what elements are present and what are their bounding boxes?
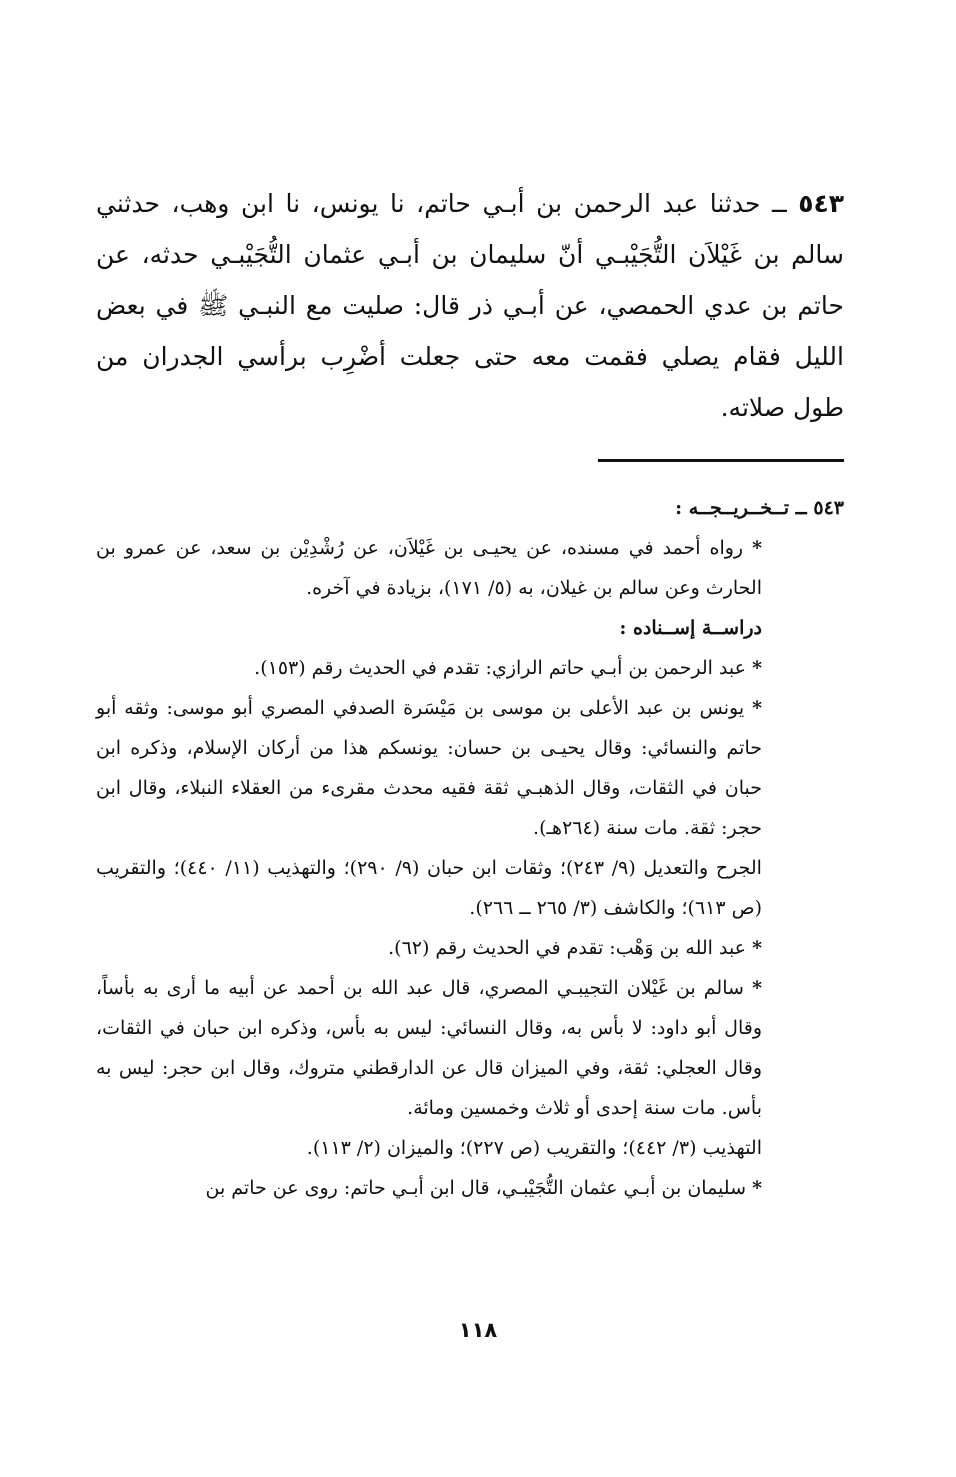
bullet-marker: * [752, 657, 762, 679]
narrator-note [96, 648, 762, 688]
takhrij-text: رواه أحمد في مسنده، عن يحيـى بن غَيْلاَن، عن رُشْدِيْن بن سعد، عن عمرو بن الحارث وعن سالم بن غيلان، به (٥/ ١٧١)، بزيادة في آخره. [96, 537, 762, 599]
takhrij-heading: ٥٤٣ ــ تــخــريــجــه : [675, 497, 844, 519]
takhrij-paragraph [96, 528, 762, 608]
reference-note: الجرح والتعديل (٩/ ٢٤٣)؛ وثقات ابن حبان (٩/ ٢٩٠)؛ والتهذيب (١١/ ٤٤٠)؛ والتقريب (ص ٦١٣)؛ والكاشف (٣/ ٢٦٥ ــ ٢٦٦). [96, 857, 762, 919]
hadith-paragraph [96, 178, 844, 433]
hadith-text-block [96, 178, 844, 433]
hadith-number: ٥٤٣ [798, 189, 844, 218]
narrator-note [96, 1168, 762, 1208]
footnote-separator [598, 459, 844, 462]
bullet-marker: * [752, 1177, 762, 1199]
reference-note: التهذيب (٣/ ٤٤٢)؛ والتقريب (ص ٢٢٧)؛ والميزان (٢/ ١١٣). [306, 1137, 762, 1159]
narrator-note-text: يونس بن عبد الأعلى بن موسى بن مَيْسَرة الصدفي المصري أبو موسى: وثقه أبو حاتم والنسائي: وقال يحيـى بن حسان: يونسكم هذا من أركان الإسلام، وذكره ابن حبان في الثقات، وقال الذهبـي ثقة فقيه محدث مقرىء من العقلاء النبلاء، وقال ابن حجر: ثقة. مات سنة (٢٦٤هـ). [96, 697, 762, 839]
hadith-body: ــ حدثنا عبد الرحمن بن أبـي حاتم، نا يونس، نا ابن وهب، حدثني سالم بن غَيْلاَن التُّجَيْبـي أنّ سليمان بن أبـي عثمان التُّجَيْبـي حدثه، عن حاتم بن عدي الحمصي، عن أبـي ذر قال: صليت مع النبـي ﷺ في بعض الليل فقام يصلي فقمت معه حتى جعلت أضْرِب برأسي الجدران من طول صلاته. [96, 189, 844, 422]
narrator-note-text: عبد الرحمن بن أبـي حاتم الرازي: تقدم في الحديث رقم (١٥٣). [254, 657, 747, 679]
isnad-heading: دراســة إســناده : [619, 617, 762, 639]
narrator-note [96, 968, 762, 1128]
narrator-note-text: سالم بن غَيْلان التجيبـي المصري، قال عبد الله بن أحمد عن أبيه ما أرى به بأساً، وقال أبو داود: لا بأس به، وقال النسائي: ليس به بأس، وذكره ابن حبان في الثقات، وقال العجلي: ثقة، وفي الميزان قال عن الدارقطني متروك، وقال ابن حجر: ليس به بأس. مات سنة إحدى أو ثلاث وخمسين ومائة. [96, 977, 762, 1119]
narrator-note-text: سليمان بن أبـي عثمان التُّجَيْبـي، قال ابن أبـي حاتم: روى عن حاتم بن [205, 1177, 747, 1199]
bullet-marker: * [752, 537, 762, 559]
narrator-note-text: عبد الله بن وَهْب: تقدم في الحديث رقم (٦٢). [388, 937, 747, 959]
footnotes-block [96, 488, 762, 1208]
bullet-marker: * [752, 937, 762, 959]
page-number: ١١٨ [458, 1318, 498, 1342]
bullet-marker: * [752, 697, 762, 719]
bullet-marker: * [752, 977, 762, 999]
narrator-note [96, 928, 762, 968]
narrator-note [96, 688, 762, 848]
